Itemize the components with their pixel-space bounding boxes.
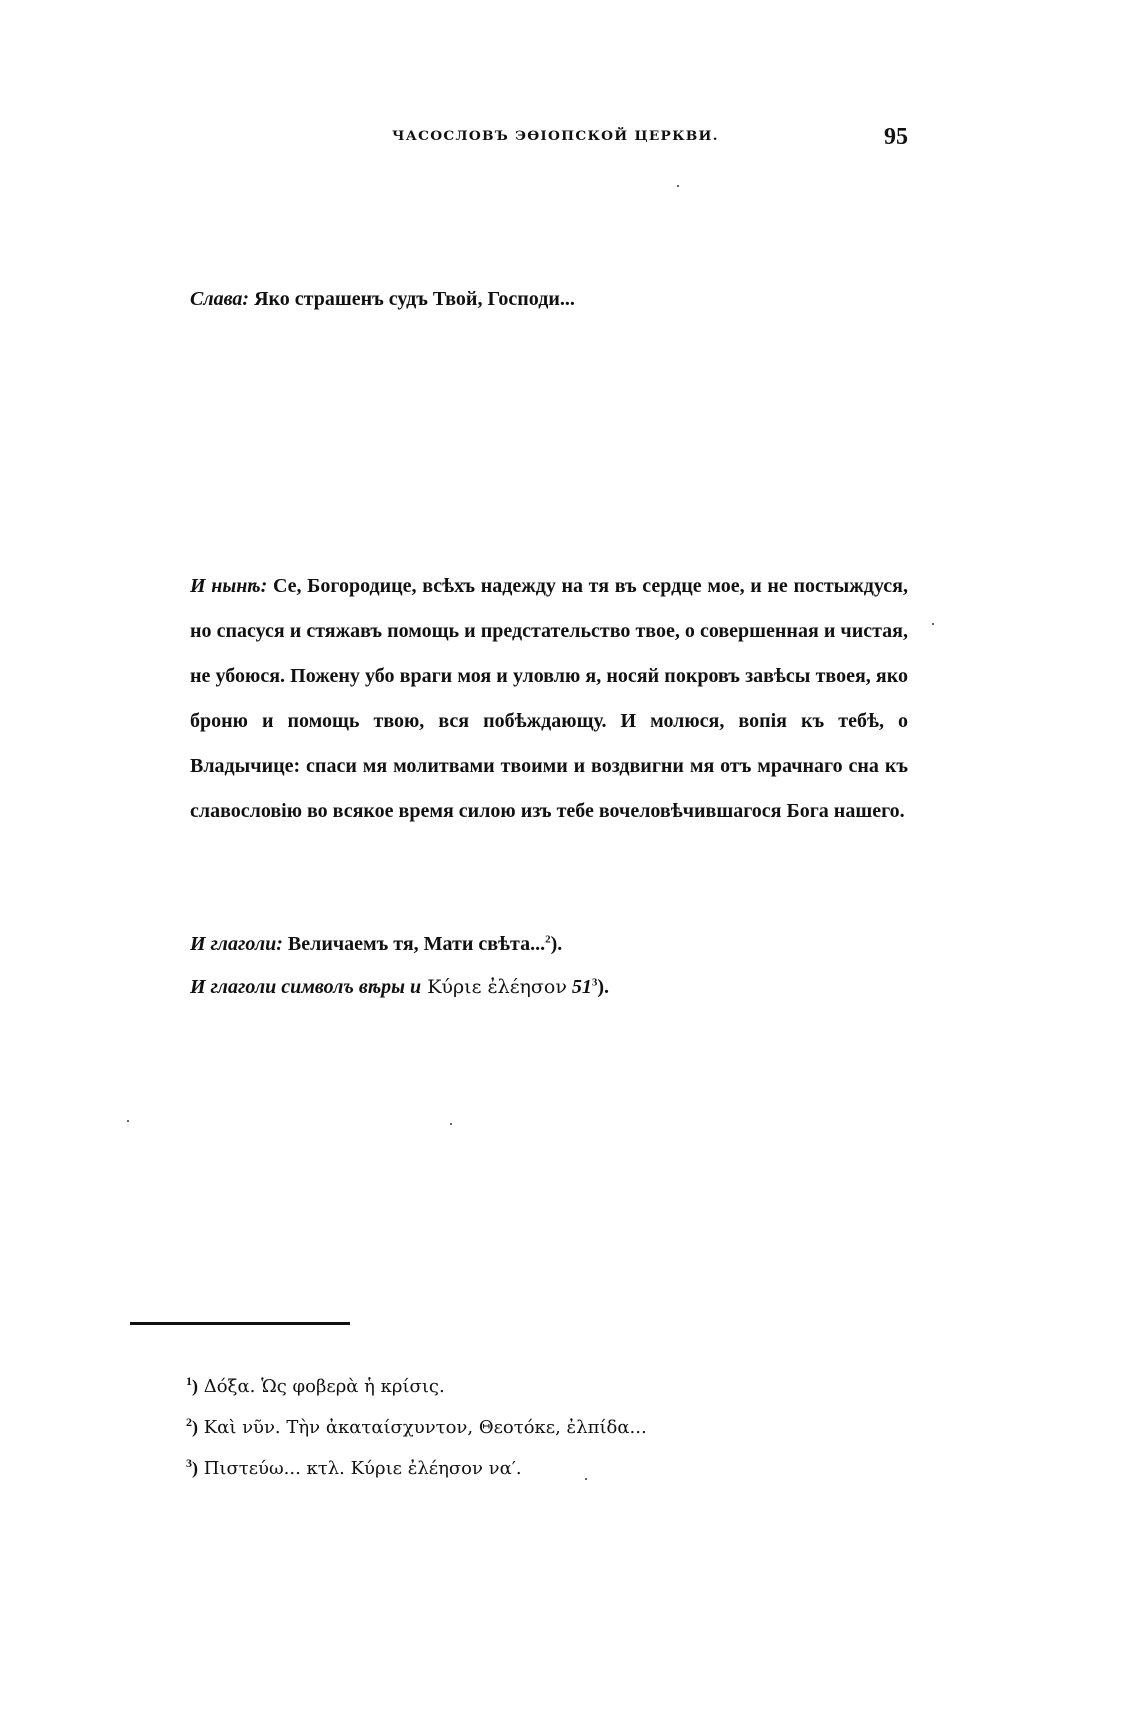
footnote-marker: [186, 1376, 198, 1396]
glagoli-close: ).: [550, 933, 563, 955]
footnote-number: 2: [186, 1415, 192, 1429]
scan-speck: [932, 623, 934, 625]
nyne-text: Се, Богородице, всѣхъ надежду на тя въ сердце мое, и не постыждуся, но спасуся и стяжавъ помощь и предстательство твое, о совершенная и чистая, не убоюся. Пожену убо враги моя и уловлю я, носяй покровъ завѣсы твоея, яко броню и помощь твою, вся побѣждающу. И молюся, вопія къ тебѣ, о Владычице: спаси мя молитвами твоими и воздвигни мя отъ мрачнаго сна къ славословію во всякое время силою изъ тебе вочеловѣчившагося Бога нашего.: [190, 575, 908, 822]
footnote-number: 1: [186, 1374, 192, 1388]
footnote-marker: [186, 1417, 198, 1437]
glagoli-line-1: [190, 923, 908, 966]
footnote-number: 3: [186, 1456, 192, 1470]
glagoli-text: Величаемъ тя, Мати свѣта...: [282, 933, 546, 955]
greek-kyrie: Κύριε ἐλέησον: [421, 976, 567, 998]
paragraph-slava: [190, 277, 908, 322]
footnote-text: Πιστεύω... κτλ. Κύριε ἐλέησον να′.: [198, 1458, 522, 1479]
footnote-1: [186, 1366, 647, 1407]
footnote-text: Καὶ νῦν. Τὴν ἀκαταίσχυντον, Θεοτόκε, ἐλπίδα...: [198, 1417, 647, 1438]
slava-text: Яко страшенъ судъ Твой, Господи...: [249, 288, 575, 310]
footnote-ref-2: 2: [545, 933, 551, 946]
footnote-divider: [130, 1322, 350, 1325]
footnote-text: Δόξα. Ὡς φοβερὰ ἡ κρίσις.: [198, 1376, 445, 1397]
footnote-paren: ): [192, 1458, 198, 1478]
running-title: ЧАСОСЛОВЪ ЭѲІОПСКОЙ ЦЕРКВИ.: [392, 129, 719, 144]
scan-speck: [585, 1478, 587, 1480]
footnote-3: [186, 1448, 647, 1489]
paragraph-nyne: [190, 564, 908, 834]
count-51: 51: [566, 976, 592, 998]
footnote-2: [186, 1407, 647, 1448]
rubric-symbol: И глаголи символъ вѣры и: [190, 976, 422, 998]
rubric-glagoli: И глаголи:: [190, 933, 283, 955]
footnote-ref-3: 3: [591, 976, 598, 989]
scan-speck: [450, 1123, 452, 1125]
footnote-marker: [186, 1458, 198, 1478]
rubric-nyne: И нынѣ:: [190, 575, 268, 597]
scan-speck: [677, 185, 679, 187]
glagoli-line-2: [190, 966, 908, 1009]
page-number: 95: [884, 124, 908, 150]
paragraph-glagoli: [190, 923, 908, 1009]
footnote-paren: ): [192, 1376, 198, 1396]
footnote-paren: ): [192, 1417, 198, 1437]
scan-speck: [127, 1120, 129, 1122]
symbol-close: ).: [597, 976, 610, 998]
footnotes: [186, 1366, 647, 1489]
rubric-slava: Слава:: [190, 288, 250, 310]
